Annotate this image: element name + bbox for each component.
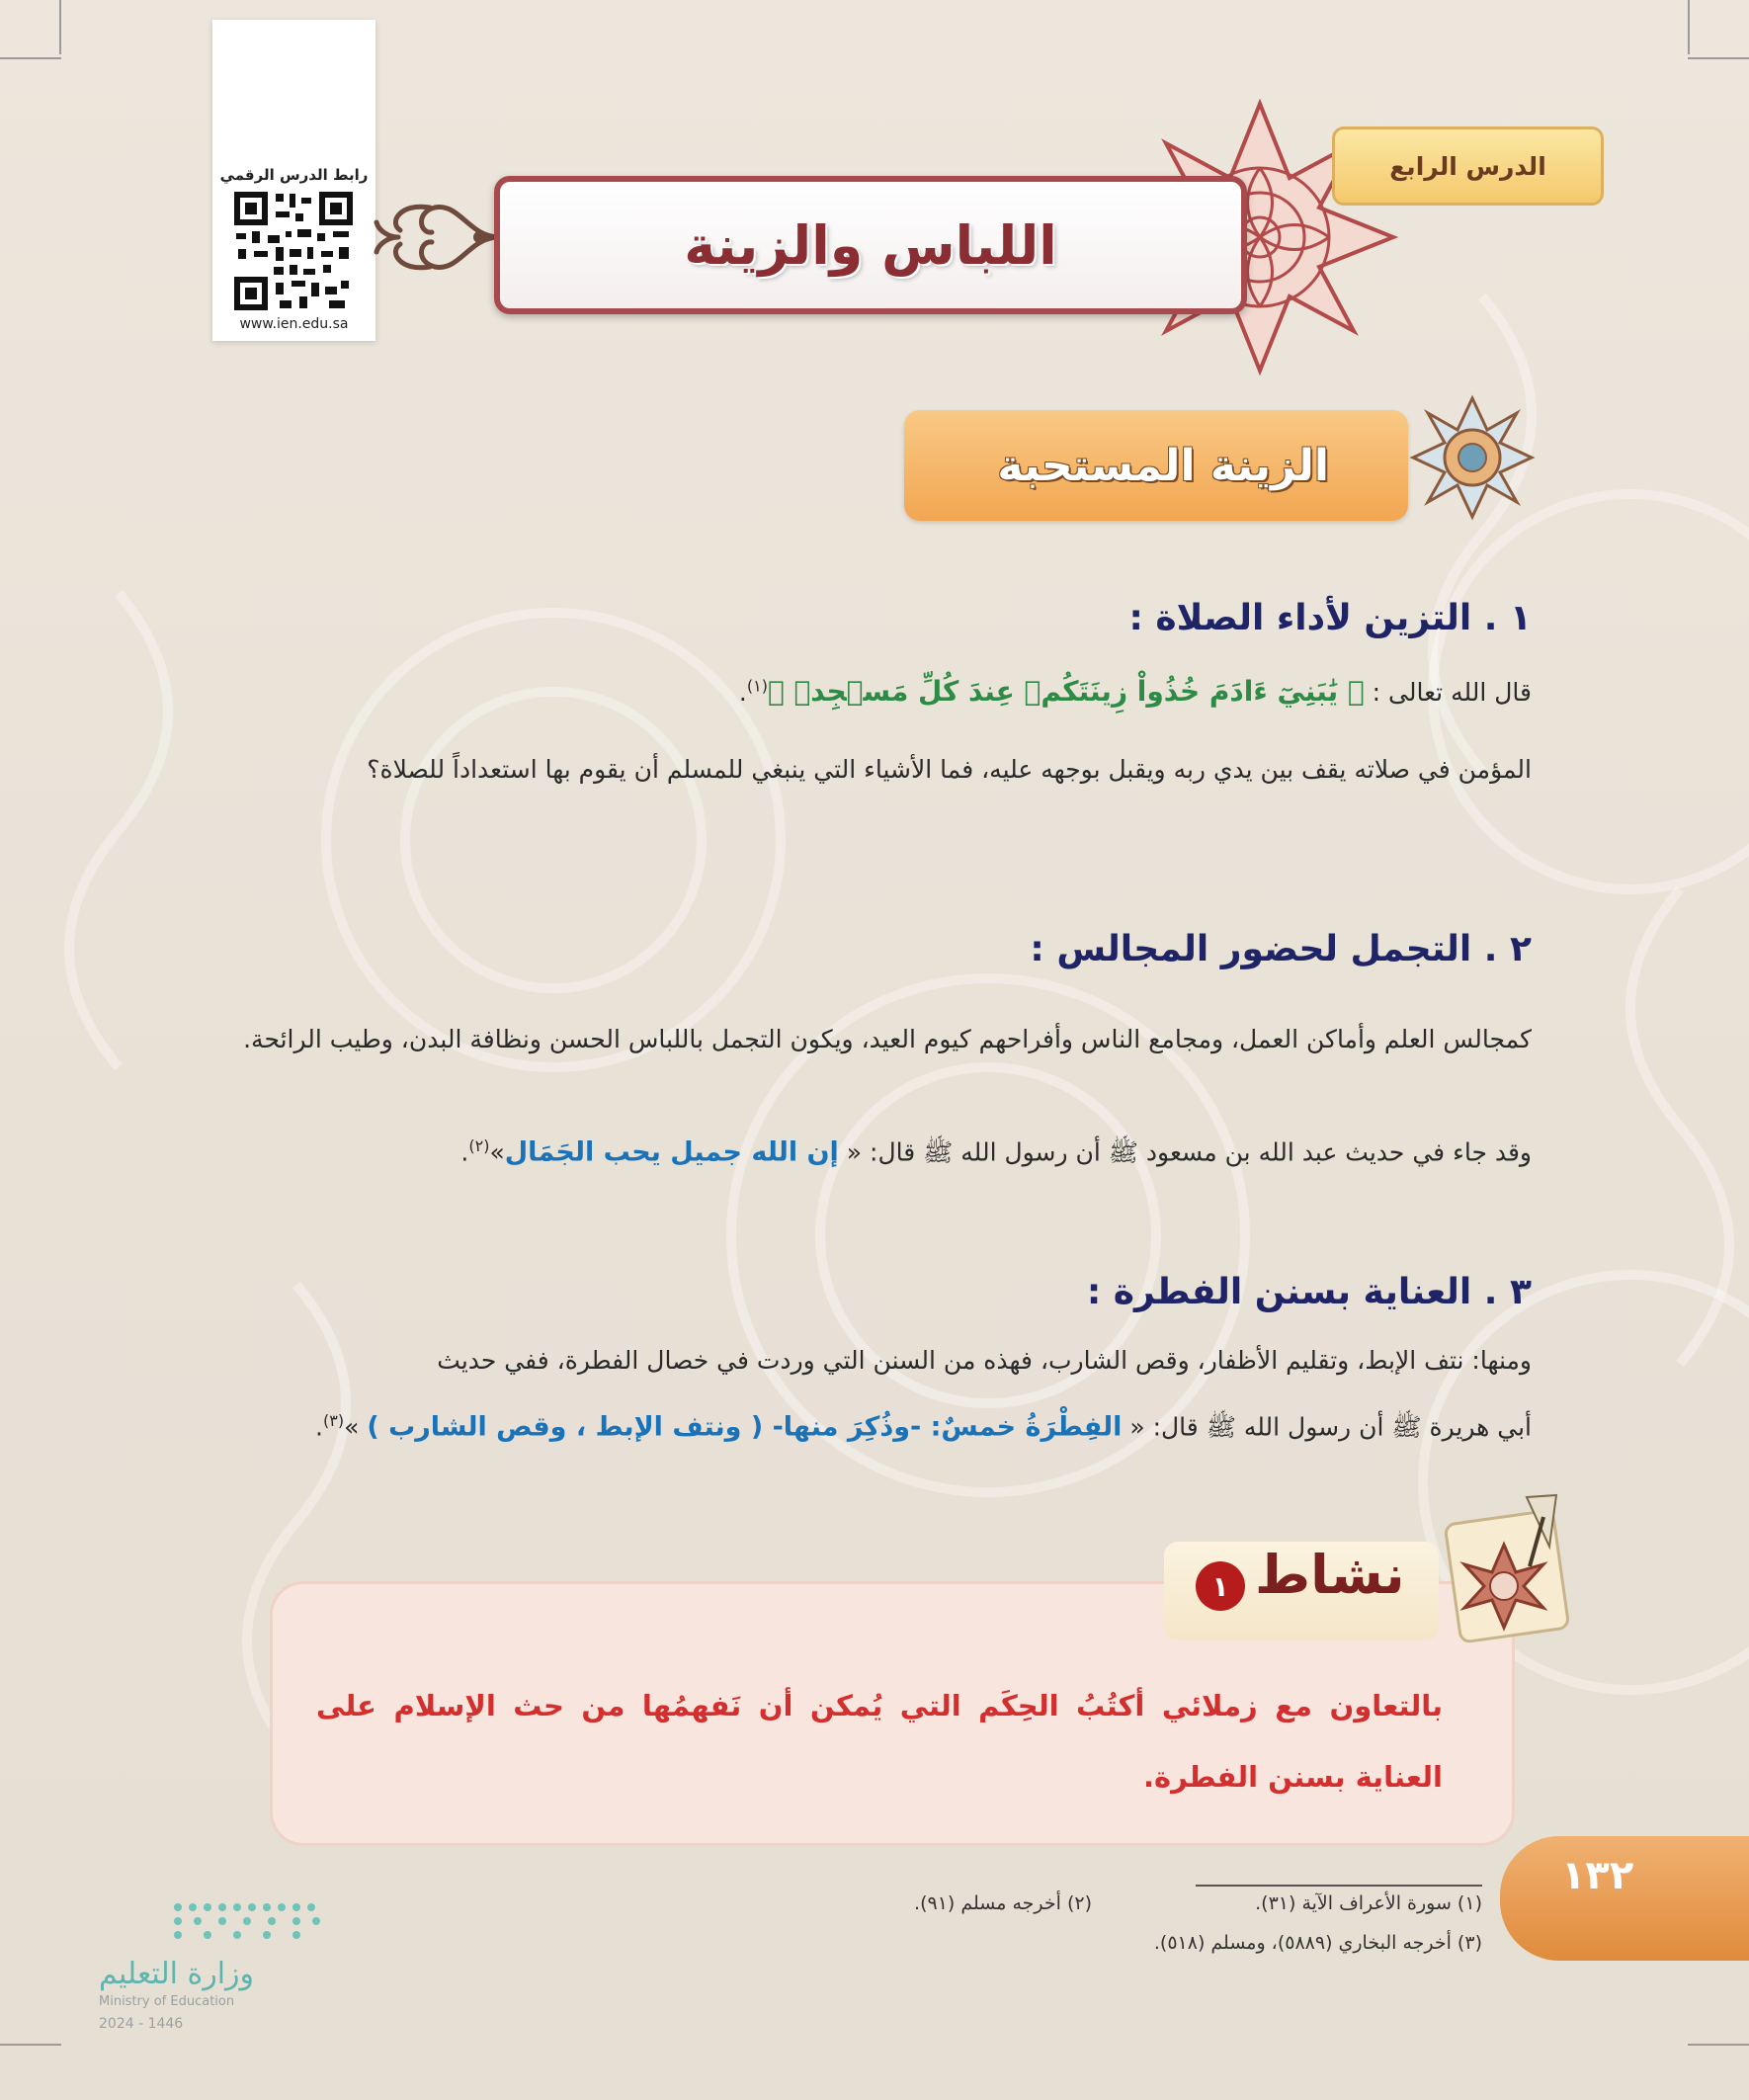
section-banner-title: الزينة المستحبة (997, 440, 1329, 491)
hadith-text: إن الله جميل يحب الجَمَال (504, 1136, 839, 1168)
hadith-close: » (489, 1137, 505, 1167)
qr-code-card[interactable] (212, 20, 375, 341)
footnote-1: (١) سورة الأعراف الآية (٣١). (1255, 1892, 1482, 1914)
crop-mark (0, 57, 61, 59)
qr-url[interactable]: www.ien.edu.sa (239, 316, 349, 332)
activity-instruction: بالتعاون مع زملائي أكتُبُ الحِكَم التي يُمكن أن نَفهمُها من حث الإسلام على العناية بسنن الفطرة. (316, 1689, 1443, 1794)
hadith-line-1 (460, 1136, 1532, 1173)
crop-mark (0, 2044, 61, 2046)
line-end: . (738, 678, 747, 707)
hadith-close: » (344, 1412, 368, 1442)
crop-mark (1688, 57, 1749, 59)
footnote-ref-1: (١) (746, 676, 768, 696)
footnote-ref-2: (٢) (468, 1136, 490, 1155)
ministry-name-arabic: وزارة التعليم (99, 1957, 255, 1991)
footnote-3: (٣) أخرجه البخاري (٥٨٨٩)، ومسلم (٥١٨). (1153, 1932, 1482, 1954)
hadith-intro: أبي هريرة ﷺ أن رسول الله ﷺ قال: « (1122, 1412, 1532, 1442)
crop-mark (59, 0, 61, 54)
hadith-text: الفِطْرَةُ خمسٌ: -وذُكِرَ منها- ( ونتف الإبط ، وقص الشارب ) (367, 1411, 1123, 1443)
section-2-body: كمجالس العلم وأماكن العمل، ومجامع الناس وأفراحهم كيوم العيد، ويكون التجمل باللباس الحسن ونظافة البدن، وطيب الرائحة. (243, 1025, 1532, 1053)
quran-verse-line (739, 675, 1532, 708)
page-number: ١٣٢ (1561, 1853, 1634, 1898)
lesson-number-tab: الدرس الرابع (1332, 126, 1604, 206)
hadith-intro: وقد جاء في حديث عبد الله بن مسعود ﷺ أن رسول الله ﷺ قال: « (838, 1137, 1532, 1167)
line-end: . (315, 1412, 323, 1442)
section-banner (904, 410, 1408, 521)
hadith-line-2 (315, 1411, 1532, 1448)
lesson-title-frame (494, 176, 1247, 314)
activity-number-badge: ١ (1196, 1561, 1245, 1611)
section-1-body: المؤمن في صلاته يقف بين يدي ربه ويقبل بوجهه عليه، فما الأشياء التي ينبغي للمسلم أن يقوم بها استعداداً للصلاة؟ (367, 755, 1532, 784)
quran-intro: قال الله تعالى : (1364, 678, 1532, 707)
ministry-logo-icon (99, 1897, 326, 1952)
banner-rosette-icon (1408, 393, 1537, 522)
crop-mark (1688, 2044, 1749, 2046)
qr-code-icon[interactable] (234, 192, 353, 310)
quran-verse: ﴿ يَٰبَنِيٓ ءَادَمَ خُذُواْ زِينَتَكُمۡ عِندَ كُلِّ مَسۡجِدٖ ﴾ (767, 675, 1365, 708)
ministry-name-english: Ministry of Education (99, 1994, 235, 2009)
section-3-body: ومنها: نتف الإبط، وتقليم الأظفار، وقص الشارب، فهذه من السنن التي وردت في خصال الفطرة، ففي حديث (437, 1346, 1532, 1375)
qr-label: رابط الدرس الرقمي (219, 166, 369, 184)
footnote-2: (٢) أخرجه مسلم (٩١). (914, 1892, 1092, 1914)
ministry-year: 2024 - 1446 (99, 2016, 184, 2032)
section-heading-2: ٢ . التجمل لحضور المجالس : (1030, 929, 1532, 969)
scroll-ornament-icon (371, 173, 504, 301)
crop-mark (1688, 0, 1690, 54)
footnote-ref-3: (٣) (323, 1411, 345, 1430)
footnote-rule (1196, 1885, 1482, 1887)
section-heading-1: ١ . التزين لأداء الصلاة : (1128, 598, 1532, 638)
section-heading-3: ٣ . العناية بسنن الفطرة : (1086, 1272, 1532, 1312)
activity-label: نشاط (1255, 1544, 1405, 1606)
lesson-title: اللباس والزينة (684, 213, 1057, 277)
activity-pen-icon (1433, 1487, 1581, 1650)
line-end: . (460, 1137, 469, 1167)
